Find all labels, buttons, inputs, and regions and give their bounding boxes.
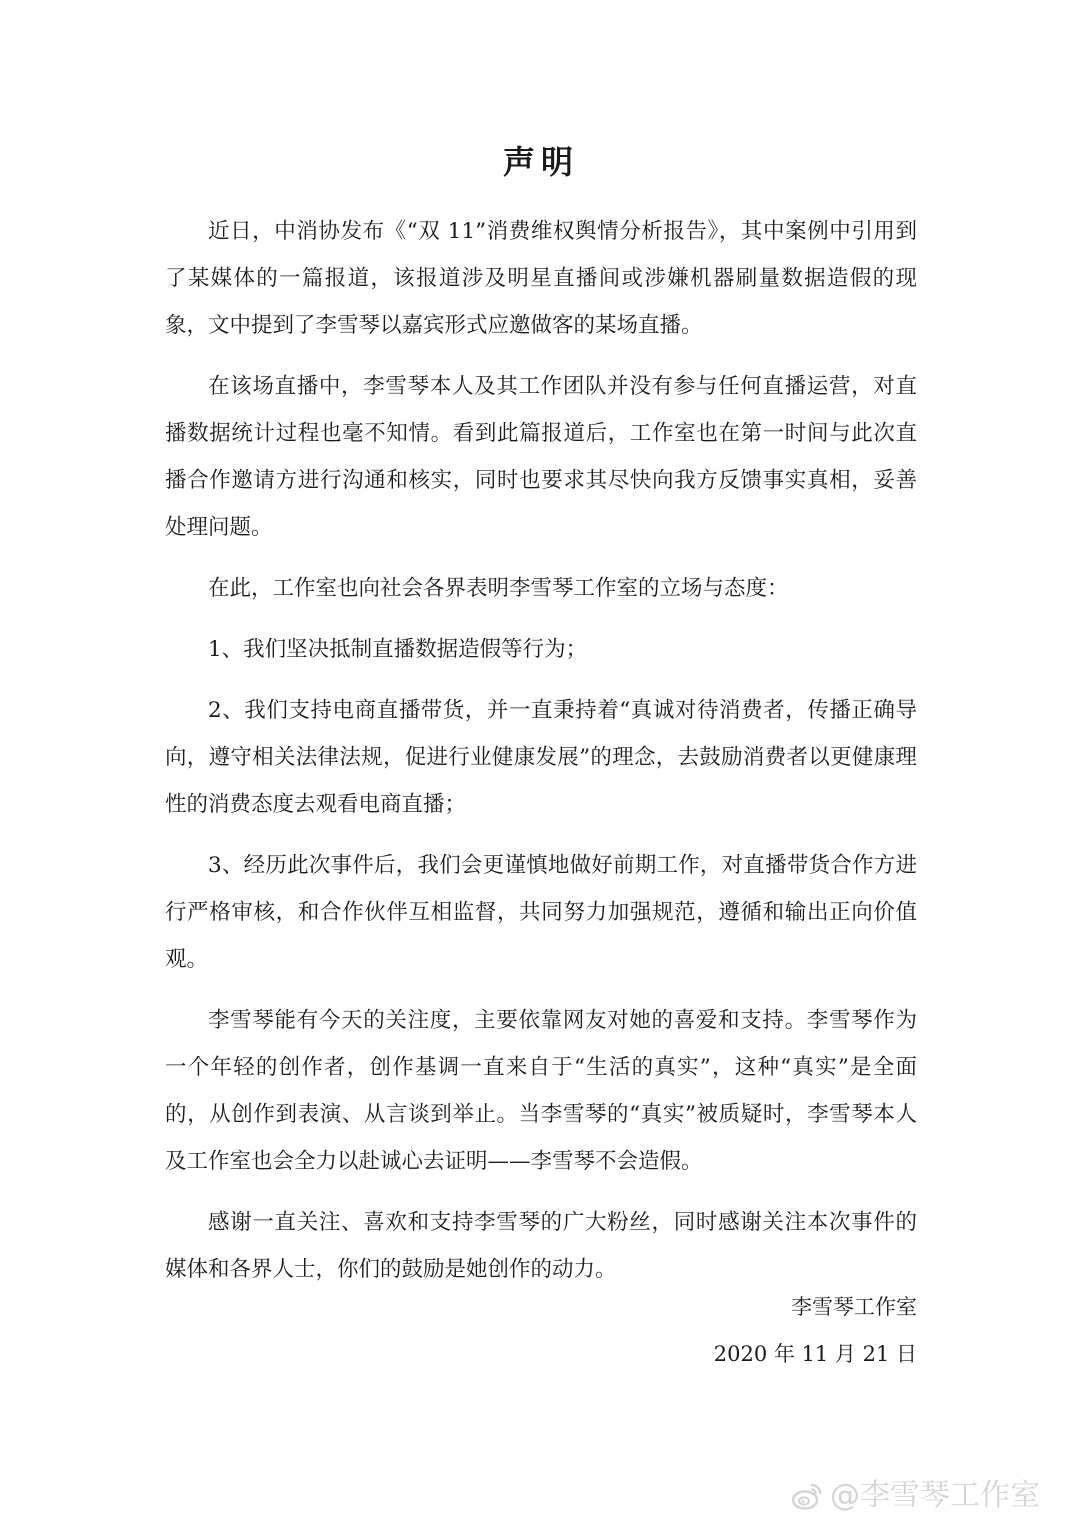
watermark-text: @李雪琴工作室 xyxy=(830,1478,1040,1513)
paragraph-thanks: 感谢一直关注、喜欢和支持李雪琴的广大粉丝，同时感谢关注本次事件的媒体和各界人士，你们的鼓励是她创作的动力。 xyxy=(165,1210,917,1282)
weibo-icon xyxy=(790,1479,824,1513)
paragraph-point-2: 2、我们支持电商直播带货，并一直秉持着“真诚对待消费者，传播正确导向，遵守相关法律法规，促进行业健康发展”的理念，去鼓励消费者以更健康理性的消费态度去观看电商直播； xyxy=(165,698,917,817)
signature-org: 李雪琴工作室 xyxy=(791,1295,917,1319)
weibo-watermark xyxy=(790,1478,1040,1514)
paragraph-authenticity: 李雪琴能有今天的关注度，主要依靠网友对她的喜爱和支持。李雪琴作为一个年轻的创作者，创作基调一直来自于“生活的真实”，这种“真实”是全面的，从创作到表演、从言谈到举止。当李雪琴的“真实”被质疑时，李雪琴本人及工作室也会全力以赴诚心去证明——李雪琴不会造假。 xyxy=(165,1008,917,1174)
paragraph-point-1: 1、我们坚决抵制直播数据造假等行为； xyxy=(208,637,588,662)
statement-document xyxy=(165,0,917,1529)
signature-block xyxy=(714,1284,917,1378)
paragraph-stance-intro: 在此，工作室也向社会各界表明李雪琴工作室的立场与态度： xyxy=(208,576,789,601)
signature-date: 2020 年 11 月 21 日 xyxy=(713,1342,917,1366)
document-title: 声明 xyxy=(502,143,579,181)
document-body xyxy=(165,208,917,1307)
paragraph-point-3: 3、经历此次事件后，我们会更谨慎地做好前期工作，对直播带货合作方进行严格审核，和合作伙伴互相监督，共同努力加强规范，遵循和输出正向价值观。 xyxy=(165,853,917,972)
paragraph-explanation: 在该场直播中，李雪琴本人及其工作团队并没有参与任何直播运营，对直播数据统计过程也毫不知情。看到此篇报道后，工作室也在第一时间与此次直播合作邀请方进行沟通和核实，同时也要求其尽快向我方反馈事实真相，妥善处理问题。 xyxy=(165,374,917,540)
paragraph-intro: 近日，中消协发布《“双 11”消费维权舆情分析报告》，其中案例中引用到了某媒体的一篇报道，该报道涉及明星直播间或涉嫌机器刷量数据造假的现象，文中提到了李雪琴以嘉宾形式应邀做客的某场直播。 xyxy=(165,219,917,338)
